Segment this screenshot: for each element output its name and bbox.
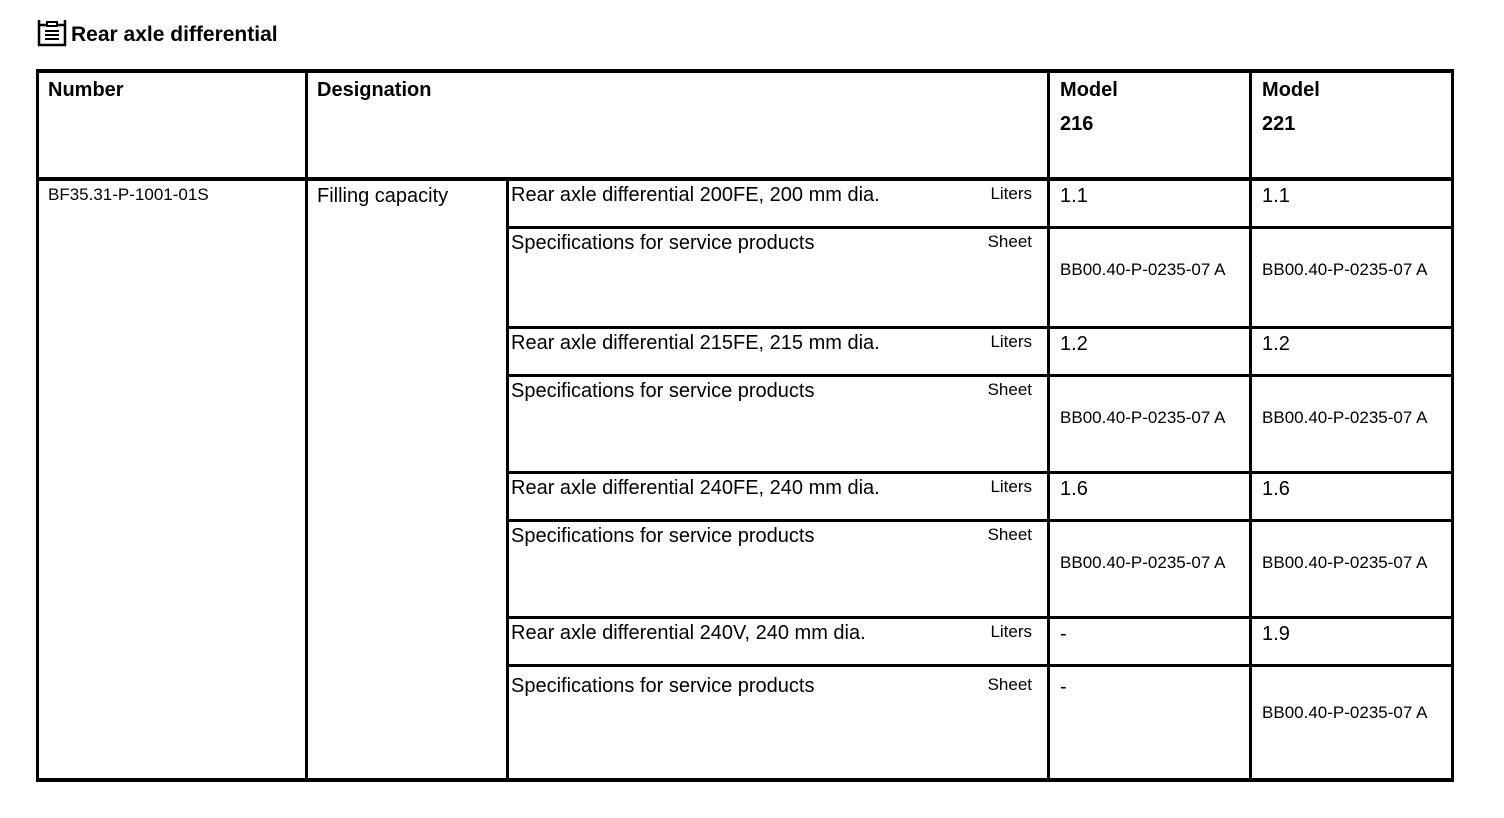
section-title-text: Rear axle differential — [71, 23, 278, 46]
unit-label: Liters — [980, 472, 1049, 520]
unit-label: Sheet — [980, 520, 1049, 617]
value-model-221: 1.9 — [1251, 617, 1453, 665]
designation: Filling capacity — [307, 179, 508, 780]
header-designation: Designation — [307, 71, 1049, 179]
value-model-221: 1.6 — [1251, 472, 1453, 520]
value-model-216: - — [1049, 665, 1251, 780]
document-number: BF35.31-P-1001-01S — [38, 179, 307, 780]
header-model-216: Model 216 — [1049, 71, 1251, 179]
value-model-221: 1.1 — [1262, 185, 1290, 207]
value-model-216: BB00.40-P-0235-07 A — [1049, 227, 1251, 327]
section-title — [37, 17, 278, 47]
value-model-221: BB00.40-P-0235-07 A — [1251, 520, 1453, 617]
value-model-216: 1.2 — [1049, 327, 1251, 375]
value-model-221: 1.2 — [1251, 327, 1453, 375]
item-label: Rear axle differential 200FE, 200 mm dia. — [511, 184, 880, 206]
value-model-216: BB00.40-P-0235-07 A — [1049, 375, 1251, 472]
document-list-icon — [37, 19, 67, 47]
item-label: Rear axle differential 240V, 240 mm dia. — [508, 617, 980, 665]
unit-label: Liters — [980, 617, 1049, 665]
unit-label: Sheet — [980, 665, 1049, 780]
item-label: Rear axle differential 215FE, 215 mm dia. — [508, 327, 980, 375]
header-row — [38, 71, 1453, 179]
value-model-221: BB00.40-P-0235-07 A — [1251, 665, 1453, 780]
value-model-216: 1.1 — [1049, 179, 1251, 227]
unit-label: Sheet — [980, 227, 1049, 327]
item-label: Specifications for service products — [508, 665, 980, 780]
item-label: Specifications for service products — [508, 227, 980, 327]
unit-label: Liters — [980, 327, 1049, 375]
table-row — [38, 179, 1453, 227]
spec-table — [36, 69, 1454, 782]
item-label: Specifications for service products — [508, 520, 980, 617]
header-model-221: Model 221 — [1251, 71, 1453, 179]
value-model-221: BB00.40-P-0235-07 A — [1251, 227, 1453, 327]
item-label: Rear axle differential 240FE, 240 mm dia. — [508, 472, 980, 520]
value-model-216: - — [1049, 617, 1251, 665]
unit-label: Sheet — [980, 375, 1049, 472]
value-model-216: 1.6 — [1049, 472, 1251, 520]
value-model-216: BB00.40-P-0235-07 A — [1049, 520, 1251, 617]
value-model-221: BB00.40-P-0235-07 A — [1251, 375, 1453, 472]
header-number: Number — [38, 71, 307, 179]
item-label: Specifications for service products — [508, 375, 980, 472]
unit-label: Liters — [980, 179, 1049, 227]
